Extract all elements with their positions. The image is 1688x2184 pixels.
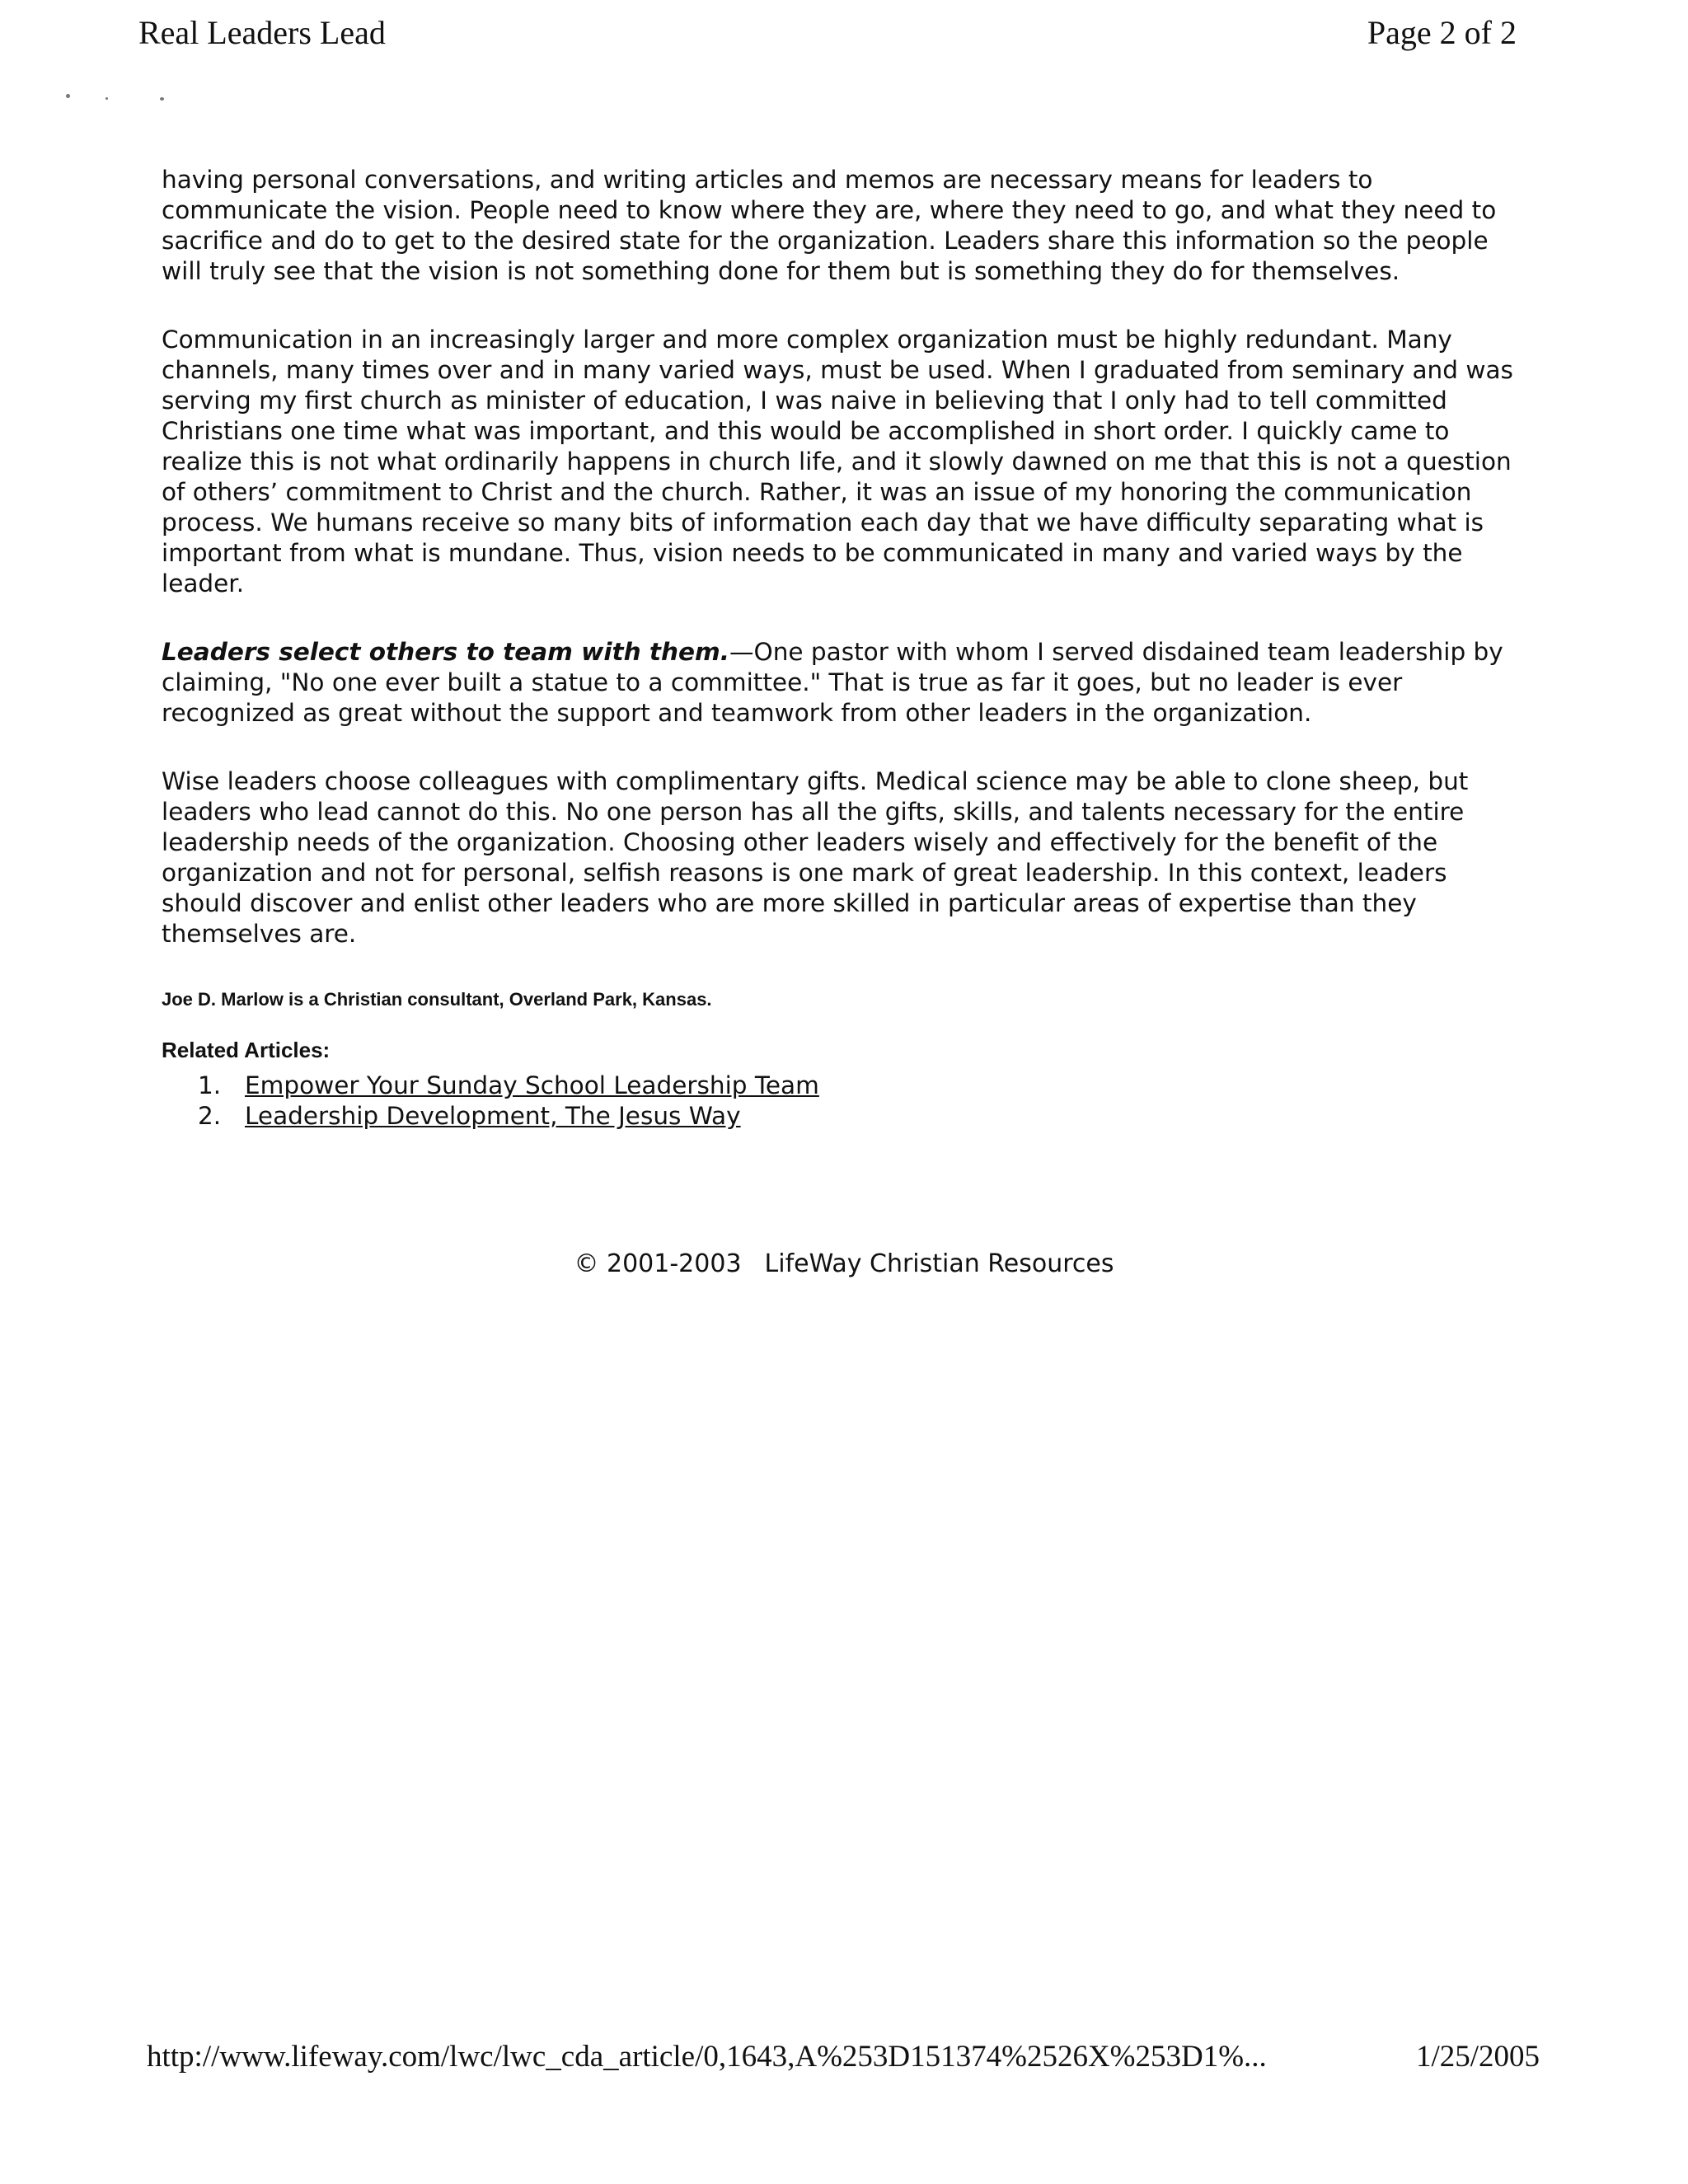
section-text: —One pastor with whom I served disdained team leadership by claiming, "No one ever built a statue to a committee." That is true as far it goes, but no leader is ever recognized as great without the support and teamwork from other leaders in the organization.: [162, 638, 1503, 727]
list-number: 1.: [198, 1071, 222, 1099]
article-paragraph: having personal conversations, and writing articles and memos are necessary means for leaders to communicate the vision. People need to know where they are, where they need to go, and what they need to sacrifice and do to get to the desired state for the organization. Leaders share this information so the people will truly see that the vision is not something done for them but is something they do for themselves.: [162, 166, 1497, 285]
list-item: [162, 1101, 1522, 1132]
scan-speck: [160, 97, 164, 101]
related-article-link[interactable]: Leadership Development, The Jesus Way: [245, 1102, 741, 1130]
print-footer: [147, 2039, 1540, 2080]
article-paragraph: Communication in an increasingly larger and more complex organization must be highly redundant. Many channels, many times over and in many varied ways, must be used. When I graduated from seminary and was serving my first church as minister of education, I was naive in believing that I only had to tell committed Christians one time what was important, and this would be accomplished in short order. I quickly came to realize this is not what ordinarily happens in church life, and it slowly dawned on me that this is not a question of others’ commitment to Christ and the church. Rather, it was an issue of my honoring the communication process. We humans receive so many bits of information each day that we have difficulty separating what is important from what is mundane. Thus, vision needs to be communicated in many and varied ways by the leader.: [162, 326, 1513, 598]
page-url: http://www.lifeway.com/lwc/lwc_cda_article/0,1643,A%253D151374%2526X%253D1%...: [147, 2040, 1267, 2074]
print-date: 1/25/2005: [1415, 2040, 1540, 2074]
related-article-link[interactable]: Empower Your Sunday School Leadership Team: [245, 1071, 819, 1099]
related-articles-heading: Related Articles:: [162, 1038, 331, 1062]
scan-speck: [106, 97, 108, 100]
print-header: [138, 13, 1517, 63]
document-title: Real Leaders Lead: [138, 14, 386, 51]
article-body: [162, 165, 1522, 1132]
article-paragraph: [162, 637, 1522, 729]
list-number: 2.: [198, 1102, 222, 1130]
list-item: [162, 1071, 1522, 1101]
copyright-owner: LifeWay Christian Resources: [764, 1249, 1114, 1278]
page-number: Page 2 of 2: [1367, 14, 1517, 51]
section-heading: Leaders select others to team with them.: [162, 638, 729, 666]
related-articles-list: [162, 1071, 1522, 1132]
scan-speck: [66, 94, 70, 98]
article-paragraph: Wise leaders choose colleagues with complimentary gifts. Medical science may be able to clone sheep, but leaders who lead cannot do this. No one person has all the gifts, skills, and talents necessary for the entire leadership needs of the organization. Choosing other leaders wisely and effectively for the benefit of the organization and not for personal, selfish reasons is one mark of great leadership. In this context, leaders should discover and enlist other leaders who are more skilled in particular areas of expertise than they themselves are.: [162, 767, 1469, 948]
copyright-years: © 2001-2003: [574, 1249, 742, 1278]
copyright-notice: [0, 1249, 1688, 1278]
author-bio: Joe D. Marlow is a Christian consultant, Overland Park, Kansas.: [162, 989, 712, 1010]
